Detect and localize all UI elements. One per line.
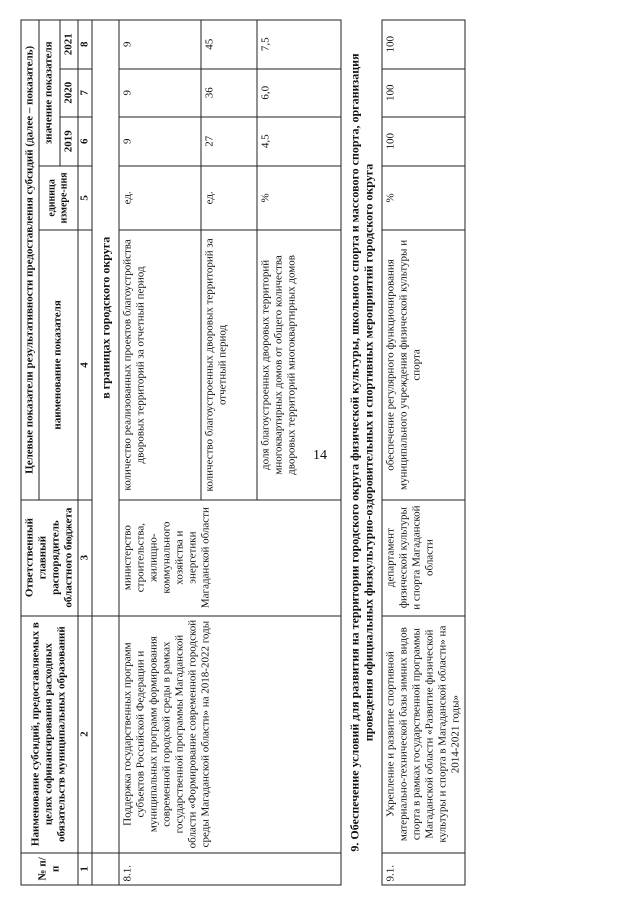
section-heading-row bbox=[92, 20, 119, 885]
indicator-name: обеспечение регулярного функционирования муниципального учреждения физической культуры и спорта bbox=[382, 230, 465, 499]
colnum-3: 3 bbox=[78, 500, 92, 616]
responsible-org: министерство строительства, жилищно-коммунального хозяйства и энергетики Магаданской области bbox=[119, 500, 341, 616]
header-year-2019: 2019 bbox=[60, 117, 78, 166]
subsidy-name: Поддержка государственных программ субъектов Российской Федерации и муниципальных программ формирования современной городской среды в рамках государственной программы Магаданской области «Формирование современной городской среды Магаданской области» на 2018-2022 годы bbox=[119, 616, 341, 853]
value-2020: 9 bbox=[119, 69, 201, 118]
value-2019: 27 bbox=[201, 117, 257, 166]
header-indicator-name: наименование показателя bbox=[39, 230, 78, 499]
table-row bbox=[119, 20, 201, 885]
indicator-unit: % bbox=[382, 166, 465, 231]
header-responsible: Ответственный главный распорядитель областного бюджета bbox=[21, 500, 78, 616]
subsidy-table bbox=[21, 20, 466, 886]
value-2019: 4,5 bbox=[257, 117, 341, 166]
colnum-5: 5 bbox=[78, 166, 92, 231]
section-heading: в границах городского округа bbox=[92, 20, 119, 616]
colnum-2: 2 bbox=[78, 616, 92, 853]
header-unit: единица измере-ния bbox=[39, 166, 78, 231]
rotated-table-sheet bbox=[21, 20, 622, 886]
value-2020: 36 bbox=[201, 69, 257, 118]
value-2021: 45 bbox=[201, 20, 257, 69]
indicator-name: количество благоустроенных дворовых территорий за отчетный период bbox=[201, 230, 257, 499]
header-subsidy-name: Наименование субсидий, предоставляемых в целях софинансирования расходных обязательств муниципальных образований bbox=[21, 616, 78, 853]
responsible-org: департамент физической культуры и спорта Магаданской области bbox=[382, 500, 465, 616]
column-number-row bbox=[78, 20, 92, 885]
value-2020: 100 bbox=[382, 69, 465, 118]
header-year-2021: 2021 bbox=[60, 20, 78, 69]
header-value-group: значение показателя bbox=[39, 20, 60, 166]
table-row bbox=[382, 20, 465, 885]
value-2021: 9 bbox=[119, 20, 201, 69]
colnum-8: 8 bbox=[78, 20, 92, 69]
indicator-unit: ед. bbox=[201, 166, 257, 231]
indicator-name: доля благоустроенных дворовых территорий многоквартирных домов от общего количества дворовых территорий многоквартирных домов bbox=[257, 230, 341, 499]
indicator-unit: ед. bbox=[119, 166, 201, 231]
value-2021: 100 bbox=[382, 20, 465, 69]
value-2020: 6,0 bbox=[257, 69, 341, 118]
header-year-2020: 2020 bbox=[60, 69, 78, 118]
indicator-unit: % bbox=[257, 166, 341, 231]
value-2019: 9 bbox=[119, 117, 201, 166]
row-number: 9.1. bbox=[382, 853, 465, 885]
colnum-7: 7 bbox=[78, 69, 92, 118]
colnum-4: 4 bbox=[78, 230, 92, 499]
header-indicators-group: Целевые показатели результативности предоставления субсидий (далее – показатель) bbox=[21, 20, 39, 500]
colnum-6: 6 bbox=[78, 117, 92, 166]
header-row bbox=[21, 20, 39, 885]
colnum-1: 1 bbox=[78, 853, 92, 885]
subsidy-name: Укрепление и развитие спортивной материально-технической базы зимних видов спорта в рамках государственной программы Магаданской области «Развитие физической культуры и спорта в Магаданской области» на 2014-2021 годы» bbox=[382, 616, 465, 853]
page-number: 14 bbox=[313, 448, 327, 463]
row-number: 8.1. bbox=[119, 853, 341, 885]
indicator-name: количество реализованных проектов благоустройства дворовых территорий за отчетный период bbox=[119, 230, 201, 499]
header-num: № п/п bbox=[21, 853, 78, 885]
value-2021: 7,5 bbox=[257, 20, 341, 69]
value-2019: 100 bbox=[382, 117, 465, 166]
section-9-heading: 9. Обеспечение условий для развития на территории городского округа физической культуры, школьного спорта и массового спорта, организация проведения официальных физкультурно-оздоровительных и спортивных мероприятий городского округа bbox=[341, 20, 382, 885]
section-heading-row bbox=[341, 20, 382, 885]
